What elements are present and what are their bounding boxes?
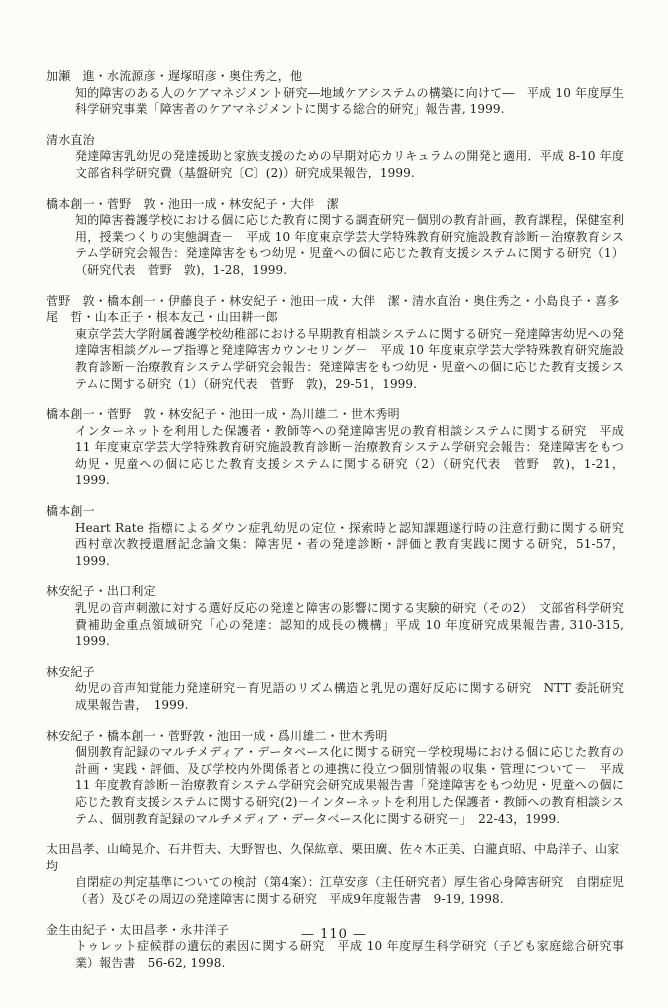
entry-authors: 橋本創一 <box>46 504 95 519</box>
entry-authors: 林安紀子 <box>46 664 95 679</box>
entry-body: 発達障害乳幼児の発達援助と家族支援のための早期対応カリキュラムの開発と適用．平成 8-10 年度文部省科学研究費（基盤研究〔C〕(2)）研究成果報告，1999. <box>75 149 624 180</box>
reference-entry <box>46 583 624 649</box>
entry-body: Heart Rate 指標によるダウン症乳幼児の定位・探索時と認知課題遂行時の注意行動に関する研究 西村章次教授還暦記念論文集：障害児・者の発達診断・評価と教育実践に関する研究，51-57，1999. <box>75 520 637 568</box>
entry-body: 自閉症の判定基準についての検討（第4案）：江草安彦（主任研究者）厚生省心身障害研究 自閉症児（者）及びその周辺の発達障害に関する研究 平成9年度報告書 9-19, 1998. <box>75 875 624 906</box>
reference-entry <box>46 68 624 118</box>
reference-entry <box>46 841 632 907</box>
entry-body: 個別教育記録のマルチメディア・データベース化に関する研究－学校現場における個に応じた教育の計画・実践・評価、及び学校内外関係者との連携に役立つ個別情報の収集・管理について－ 平成 11 年度教育診断－治療教育システム学研究会研究成果報告書「発達障害をもつ幼児・児童への個に応じた教育支援システムに関する研究(2)－インターネットを利用した保護者・教師への教育相談システム、個別教育記録のマルチメディア・データベース化に関する研究－」 22-43，1999. <box>75 745 624 826</box>
reference-entry <box>46 293 624 393</box>
entry-body: 知的障害養護学校における個に応じた教育に関する調査研究－個別の教育計画，教育課程，保健室利用，授業つくりの実態調査－ 平成 10 年度東京学芸大学特殊教育研究施設教育診断－治療教育システム学研究会報告：発達障害をもつ幼児・児童への個に応じた教育支援システムに関する研究（1）（研究代表 菅野 敦)，1-28，1999. <box>75 213 624 277</box>
entry-body: 知的障害のある人のケアマネジメント研究―地域ケアシステムの構築に向けて― 平成 10 年度厚生科学研究事業「障害者のケアマネジメントに関する総合的研究」報告書, 1999. <box>75 85 624 117</box>
entry-authors: 菅野 敦・橋本創一・伊藤良子・林安紀子・池田一成・大伴 潔・清水直治・奥住秀之・小島良子・喜多尾 哲・山本正子・根本友己・山田耕一郎 <box>46 293 620 325</box>
entry-body: インターネットを利用した保護者・教師等への発達障害児の教育相談システムに関する研究 平成 11 年度東京学芸大学特殊教育研究施設教育診断－治療教育システム学研究会報告：発達障害をもつ幼児・児童への個に応じた教育支援システムに関する研究（2）（研究代表 菅野 敦)，1-21，1999. <box>75 423 624 488</box>
entry-authors: 林安紀子・出口利定 <box>46 584 156 599</box>
entry-authors: 橋本創一・菅野 敦・林安紀子・池田一成・為川雄二・世木秀明 <box>46 407 400 422</box>
entry-body: 乳児の音声刺激に対する選好反応の発達と障害の影響に関する実験的研究（その2） 文部省科学研究費補助金重点領域研究「心の発達：認知的成長の機構」平成 10 年度研究成果報告書, 310-315, 1999. <box>75 601 624 649</box>
entry-authors: 橋本創一・菅野 敦・池田一成・林安紀子・大伴 潔 <box>46 196 339 211</box>
entry-authors: 清水直治 <box>46 132 95 147</box>
page-number: — 110 — <box>300 927 368 942</box>
reference-entry <box>46 132 624 182</box>
entry-authors: 金生由紀子・太田昌孝・永井洋子 <box>46 922 230 937</box>
entry-authors: 林安紀子・橋本創一・菅野敦・池田一成・爲川雄二・世木秀明 <box>46 728 388 743</box>
entry-authors: 太田昌孝、山崎晃介、石井哲夫、大野智也、久保紘章、栗田廣、佐々木正美、白瀧貞昭、中島洋子、山家 均 <box>46 842 632 873</box>
entry-body: 幼児の音声知覚能力発達研究－育児語のリズム構造と乳児の選好反応に関する研究 NTT 委託研究成果報告書， 1999. <box>75 681 624 712</box>
entry-body: トゥレット症候群の遺伝的素因に関する研究 平成 10 年度厚生科学研究（子ども家庭総合研究事業）報告書 56-62, 1998. <box>75 939 624 970</box>
reference-entry <box>46 728 624 828</box>
reference-entry <box>46 503 637 569</box>
entry-body: 東京学芸大学附属養護学校幼稚部における早期教育相談システムに関する研究－発達障害幼児への発達障害相談グループ指導と発達障害カウンセリング－ 平成 10 年度東京学芸大学特殊教育研究施設教育診断－治療教育システム学研究会報告：発達障害をもつ幼児・児童への個に応じた教育支援システムに関する研究（1）（研究代表 菅野 敦)，29-51，1999. <box>75 326 624 391</box>
entry-authors: 加瀬 進・水流源彦・遅塚昭彦・奥住秀之，他 <box>46 69 303 83</box>
reference-entry <box>46 664 624 714</box>
reference-list <box>46 68 637 985</box>
reference-entry <box>46 196 624 279</box>
reference-entry <box>46 406 624 489</box>
